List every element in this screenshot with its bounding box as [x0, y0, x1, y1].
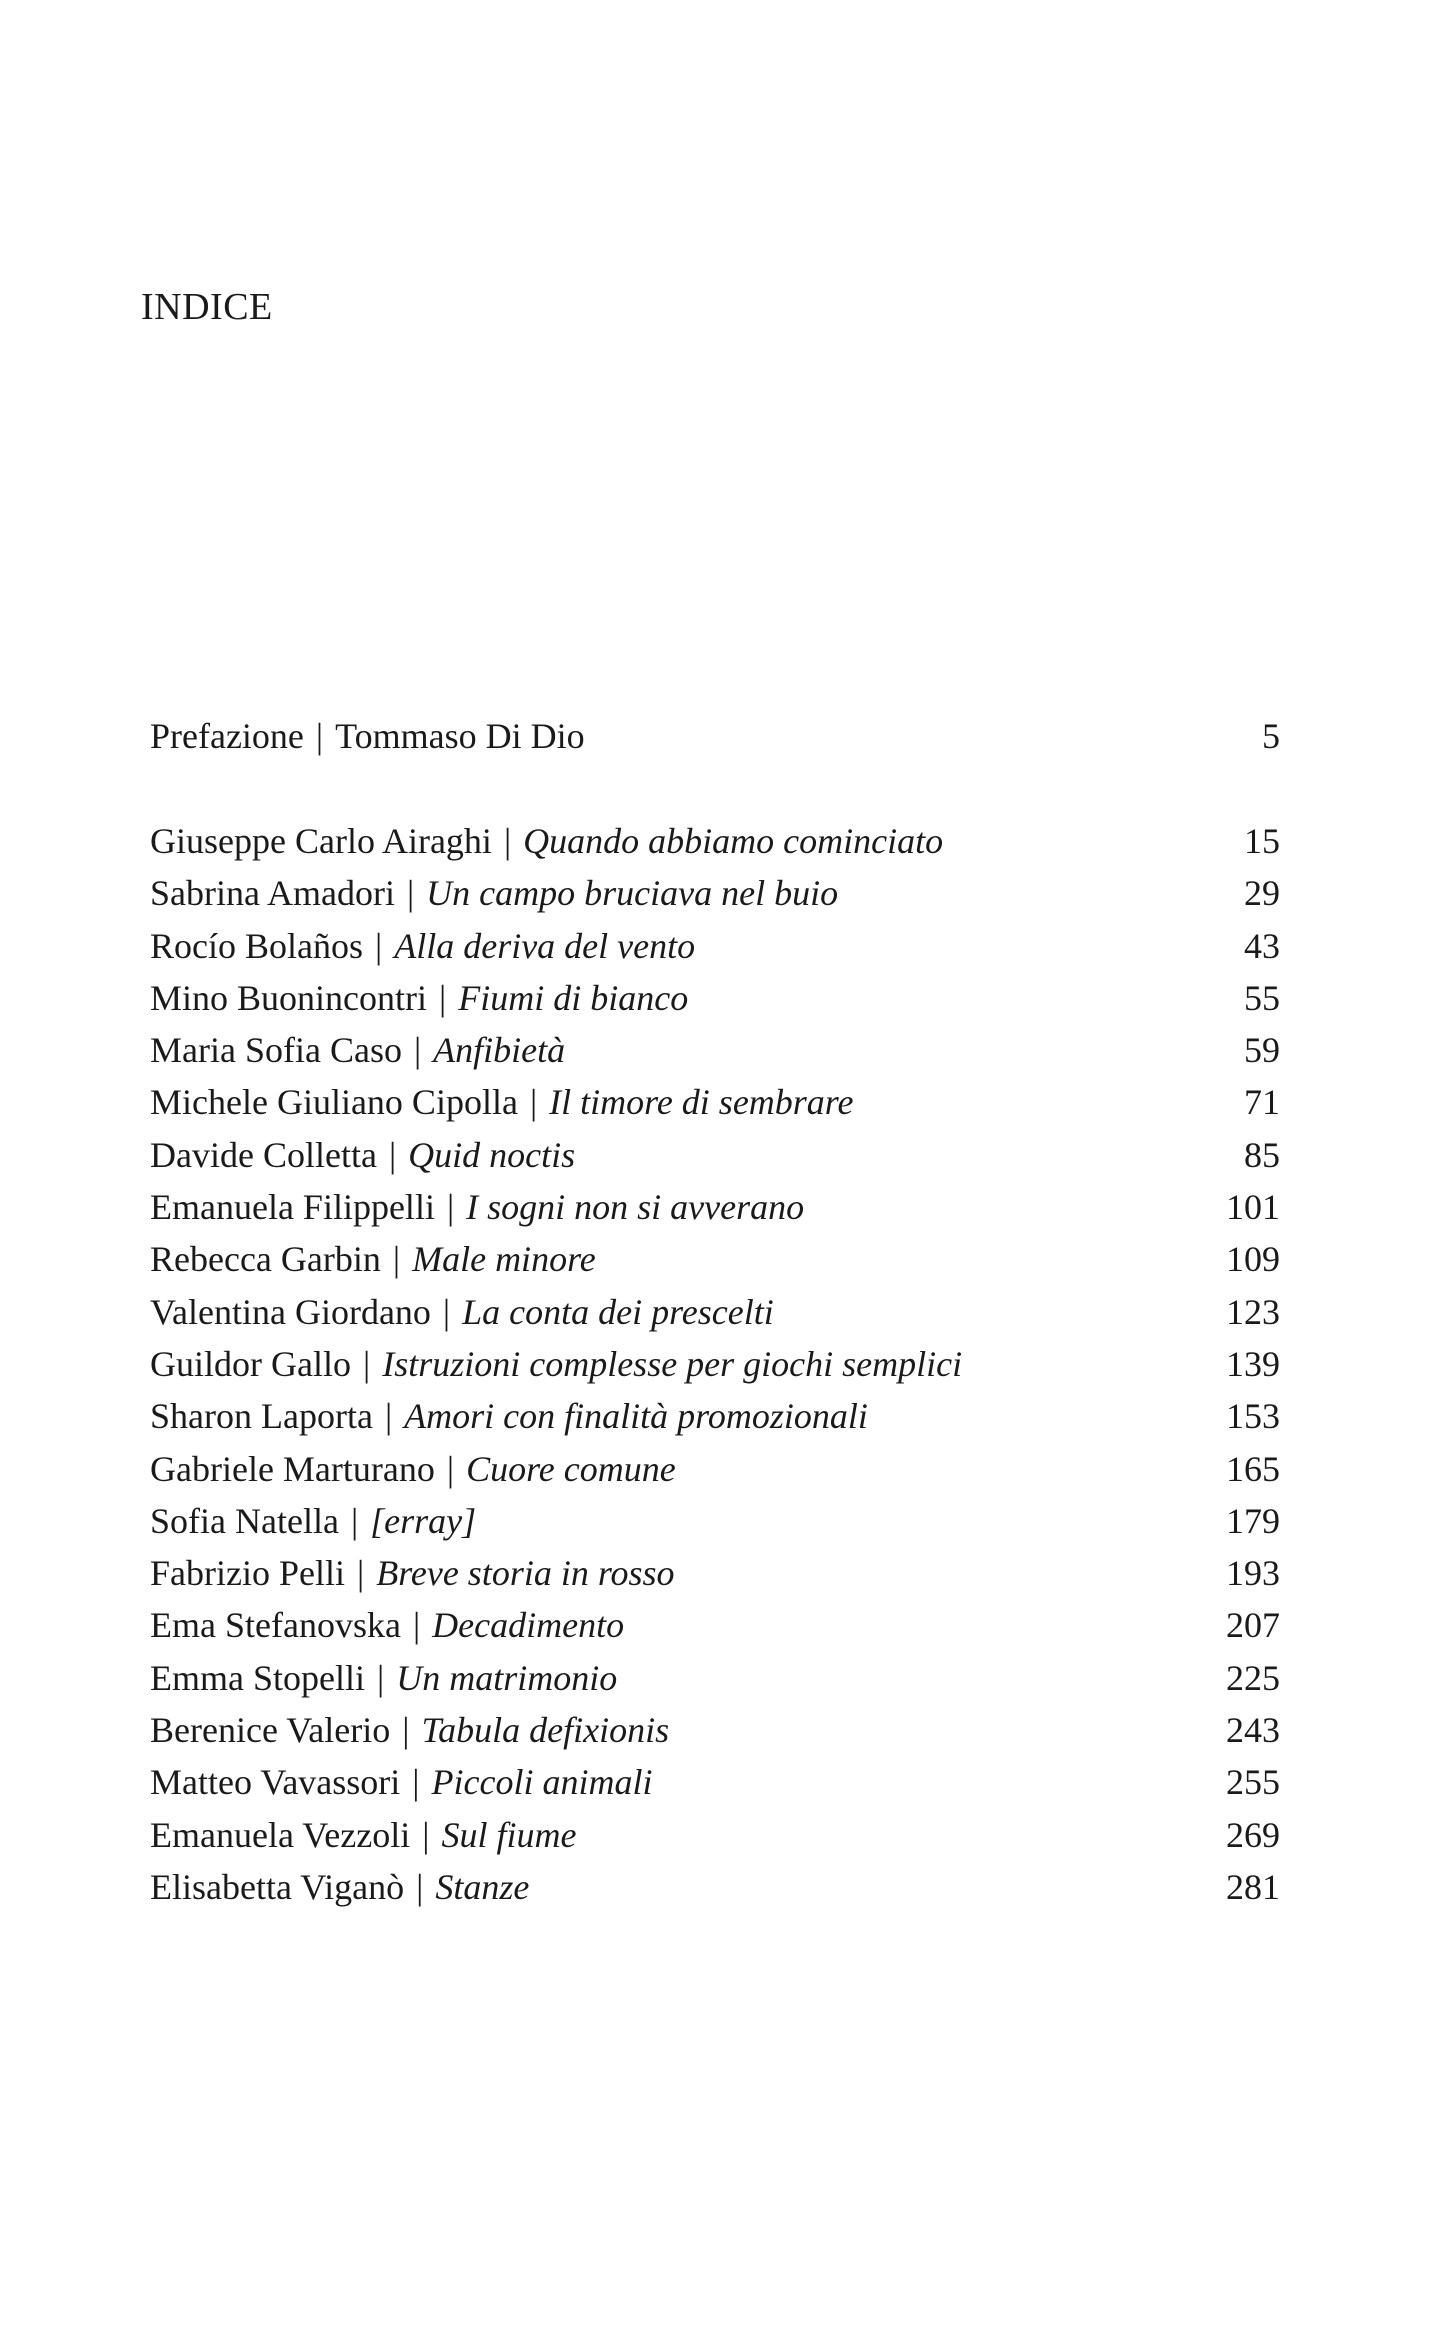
entry-title: Quando abbiamo cominciato	[523, 821, 944, 861]
toc-entry[interactable]	[150, 1233, 1280, 1285]
toc-entry[interactable]	[150, 1390, 1280, 1442]
page-number: 15	[1244, 821, 1280, 861]
entry-author: Maria Sofia Caso	[150, 1030, 402, 1071]
preface-author: Tommaso Di Dio	[335, 716, 585, 756]
page-number: 193	[1226, 1553, 1280, 1594]
entry-author: Elisabetta Viganò	[150, 1866, 405, 1907]
page-number: 71	[1244, 1082, 1280, 1123]
toc-entry-text	[150, 1024, 565, 1076]
page-title: INDICE	[141, 286, 273, 328]
toc-entry[interactable]	[150, 920, 1280, 972]
toc-entry[interactable]	[150, 1704, 1280, 1756]
page-number: 123	[1226, 1291, 1280, 1332]
entry-title: Tabula defixionis	[421, 1710, 670, 1751]
entry-title: Sul fiume	[441, 1814, 577, 1855]
toc-entry[interactable]	[150, 1076, 1280, 1128]
page-number: 225	[1226, 1657, 1280, 1698]
entry-author: Rebecca Garbin	[150, 1239, 381, 1280]
entry-title: Anfibietà	[433, 1030, 566, 1071]
page-number: 59	[1244, 1030, 1280, 1071]
separator: |	[422, 1814, 430, 1855]
toc-entry[interactable]	[150, 972, 1280, 1024]
toc-entry[interactable]	[150, 1495, 1280, 1547]
page-number: 139	[1226, 1343, 1280, 1384]
toc-entry-text	[150, 1495, 476, 1547]
entry-author: Michele Giuliano Cipolla	[150, 1082, 518, 1123]
separator: |	[406, 873, 415, 914]
entry-author: Emanuela Filippelli	[150, 1187, 435, 1228]
separator: |	[388, 1134, 397, 1175]
entry-title: Cuore comune	[466, 1448, 676, 1489]
separator: |	[412, 1762, 420, 1803]
entry-author: Valentina Giordano	[150, 1291, 431, 1332]
separator: |	[416, 1866, 424, 1907]
entry-author: Berenice Valerio	[150, 1710, 391, 1751]
toc-entry[interactable]	[150, 1181, 1280, 1233]
toc-entry-text	[150, 920, 695, 972]
page-number: 43	[1244, 925, 1280, 966]
toc-entry[interactable]	[150, 1861, 1280, 1913]
toc-entry-text	[150, 710, 585, 762]
toc-entry-text	[150, 1286, 774, 1338]
separator: |	[375, 925, 383, 966]
entry-author: Sofia Natella	[150, 1500, 339, 1541]
entry-title: Alla deriva del vento	[394, 925, 696, 966]
page-number: 109	[1226, 1239, 1280, 1280]
page-number: 281	[1226, 1866, 1280, 1907]
entry-title: [erray]	[370, 1500, 477, 1541]
separator: |	[413, 1030, 422, 1071]
toc-entry[interactable]	[150, 1547, 1280, 1599]
entry-author: Guildor Gallo	[150, 1343, 351, 1384]
entry-title: Male minore	[412, 1239, 596, 1280]
entry-title: I sogni non si avverano	[466, 1187, 805, 1228]
toc-entry-text	[150, 1599, 624, 1651]
toc-entry-text	[150, 1704, 669, 1756]
page-number: 255	[1226, 1762, 1280, 1803]
toc-entry[interactable]	[150, 1599, 1280, 1651]
toc-entry-text	[150, 1652, 617, 1704]
entry-title: Il timore di sembrare	[549, 1082, 854, 1123]
toc-entry-text	[150, 815, 943, 867]
entry-author: Emanuela Vezzoli	[150, 1814, 411, 1855]
toc-entry-text	[150, 1809, 576, 1861]
page-number: 101	[1226, 1187, 1280, 1228]
separator: |	[412, 1605, 421, 1646]
toc-entry[interactable]	[150, 1024, 1280, 1076]
toc-entry[interactable]	[150, 1652, 1280, 1704]
page-number: 165	[1226, 1448, 1280, 1489]
entry-title: Un matrimonio	[396, 1657, 618, 1698]
toc-entry-text	[150, 867, 838, 919]
separator: |	[503, 821, 512, 861]
entry-author: Sharon Laporta	[150, 1396, 373, 1437]
toc-entry-text	[150, 1076, 853, 1128]
toc-entry-text	[150, 1338, 962, 1390]
toc-entry-text	[150, 1756, 652, 1808]
toc-entry[interactable]	[150, 1129, 1280, 1181]
separator: |	[362, 1343, 371, 1384]
entry-author: Ema Stefanovska	[150, 1605, 401, 1646]
page-number: 29	[1244, 873, 1280, 914]
page-number: 5	[1262, 716, 1280, 756]
separator: |	[315, 716, 324, 756]
separator: |	[350, 1500, 359, 1541]
toc-entry-text	[150, 1181, 804, 1233]
separator: |	[442, 1291, 451, 1332]
page-number: 243	[1226, 1710, 1280, 1751]
separator: |	[392, 1239, 401, 1280]
preface-title: Prefazione	[150, 716, 304, 756]
separator: |	[439, 977, 447, 1018]
entry-title: Stanze	[435, 1866, 530, 1907]
entry-title: Piccoli animali	[431, 1762, 653, 1803]
page-number: 207	[1226, 1605, 1280, 1646]
entry-title: Istruzioni complesse per giochi semplici	[382, 1343, 963, 1384]
toc-entry-text	[150, 1547, 675, 1599]
separator: |	[446, 1187, 455, 1228]
entry-author: Gabriele Marturano	[150, 1448, 435, 1489]
separator: |	[356, 1553, 365, 1594]
entry-title: Un campo bruciava nel buio	[426, 873, 839, 914]
page-number: 269	[1226, 1814, 1280, 1855]
preface-section	[150, 710, 1280, 762]
page-number: 179	[1226, 1500, 1280, 1541]
entry-title: Decadimento	[432, 1605, 625, 1646]
toc-entry[interactable]	[150, 1809, 1280, 1861]
entry-author: Fabrizio Pelli	[150, 1553, 345, 1594]
page-number: 55	[1244, 977, 1280, 1018]
toc-entry[interactable]	[150, 815, 1280, 867]
separator: |	[402, 1710, 410, 1751]
separator: |	[376, 1657, 385, 1698]
toc-entry-text	[150, 1390, 868, 1442]
toc-entry-text	[150, 1129, 575, 1181]
entry-title: La conta dei prescelti	[462, 1291, 774, 1332]
page-number: 153	[1226, 1396, 1280, 1437]
entry-author: Mino Buonincontri	[150, 977, 427, 1018]
toc-entry[interactable]	[150, 1286, 1280, 1338]
entry-author: Rocío Bolaños	[150, 925, 363, 966]
separator: |	[446, 1448, 455, 1489]
entry-title: Breve storia in rosso	[376, 1553, 675, 1594]
entry-author: Emma Stopelli	[150, 1657, 365, 1698]
toc-entry-text	[150, 972, 688, 1024]
toc-entry[interactable]	[150, 1443, 1280, 1495]
entry-title: Fiumi di bianco	[458, 977, 689, 1018]
toc-entry[interactable]	[150, 867, 1280, 919]
toc-entry[interactable]	[150, 1338, 1280, 1390]
separator: |	[529, 1082, 538, 1123]
toc-entry-text	[150, 1443, 676, 1495]
toc-entry[interactable]	[150, 1756, 1280, 1808]
entry-author: Matteo Vavassori	[150, 1762, 401, 1803]
page-number: 85	[1244, 1134, 1280, 1175]
entry-author: Davide Colletta	[150, 1134, 377, 1175]
toc-entry-text	[150, 1233, 596, 1285]
entry-title: Quid noctis	[408, 1134, 576, 1175]
toc-entry-preface[interactable]	[150, 710, 1280, 762]
separator: |	[384, 1396, 393, 1437]
entry-title: Amori con finalità promozionali	[404, 1396, 868, 1437]
toc-list	[150, 815, 1280, 1913]
toc-entry-text	[150, 1861, 529, 1913]
entry-author: Sabrina Amadori	[150, 873, 395, 914]
entry-author: Giuseppe Carlo Airaghi	[150, 821, 492, 861]
